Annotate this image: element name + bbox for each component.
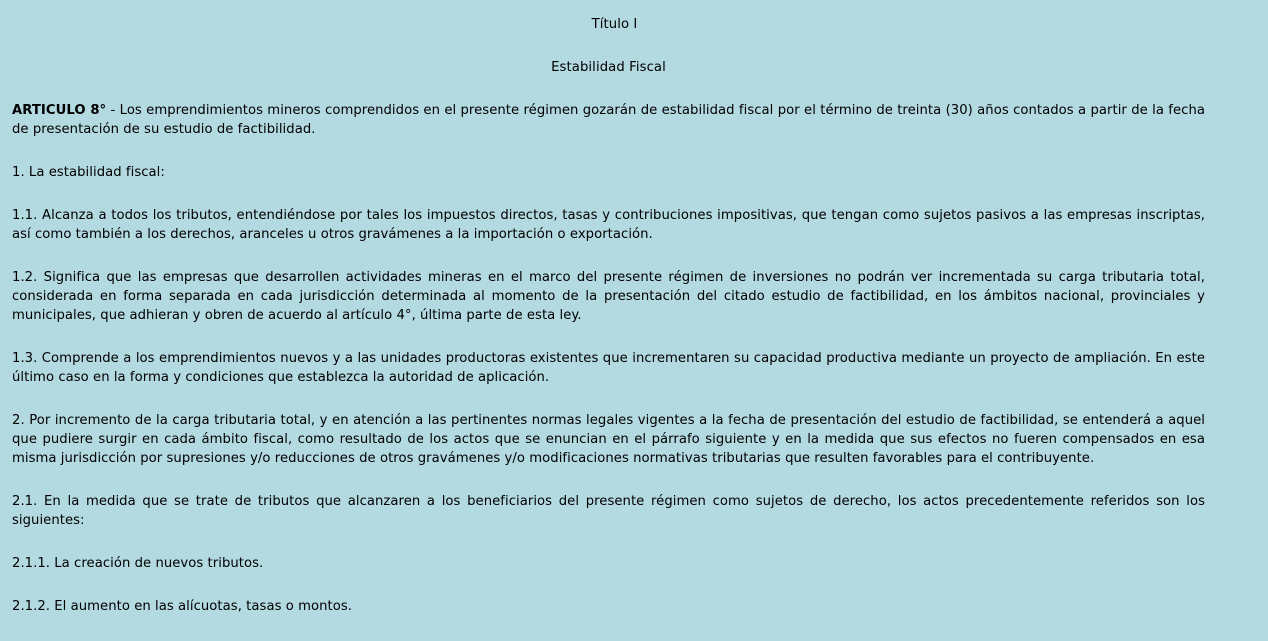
paragraph-2-1-1: 2.1.1. La creación de nuevos tributos. [12,556,264,571]
paragraph-1: 1. La estabilidad fiscal: [12,165,165,180]
article-text: - Los emprendimientos mineros comprendidos en el presente régimen gozarán de estabilidad fiscal por el término de treinta (30) años contados a partir de la fecha de presentación de su estudio de factibilidad. [12,103,1205,137]
paragraph-2-1: 2.1. En la medida que se trate de tributos que alcanzaren a los beneficiarios del presente régimen como sujetos de derecho, los actos precedentemente referidos son los siguientes: [12,494,1205,528]
article-heading: ARTICULO 8° [12,103,107,118]
document-subtitle: Estabilidad Fiscal [551,60,666,75]
paragraph-1-3: 1.3. Comprende a los emprendimientos nuevos y a las unidades productoras existentes que incrementaren su capacidad productiva mediante un proyecto de ampliación. En este último caso en la forma y condiciones que establezca la autoridad de aplicación. [12,351,1205,385]
document-title: Título I [591,17,638,32]
article-8-paragraph [12,101,1205,139]
paragraph-1-2: 1.2. Significa que las empresas que desarrollen actividades mineras en el marco del presente régimen de inversiones no podrán ver incrementada su carga tributaria total, considerada en forma separada en cada jurisdicción determinada al momento de la presentación del citado estudio de factibilidad, en los ámbitos nacional, provinciales y municipales, que adhieran y obren de acuerdo al artículo 4°, última parte de esta ley. [12,270,1205,323]
paragraph-2-1-2: 2.1.2. El aumento en las alícuotas, tasas o montos. [12,599,353,614]
paragraph-2: 2. Por incremento de la carga tributaria total, y en atención a las pertinentes normas legales vigentes a la fecha de presentación del estudio de factibilidad, se entenderá a aquel que pudiere surgir en cada ámbito fiscal, como resultado de los actos que se enuncian en el párrafo siguiente y en la medida que sus efectos no fueren compensados en esa misma jurisdicción por supresiones y/o reducciones de otros gravámenes y/o modificaciones normativas tributarias que resulten favorables para el contribuyente. [12,413,1205,466]
paragraph-1-1: 1.1. Alcanza a todos los tributos, entendiéndose por tales los impuestos directos, tasas y contribuciones impositivas, que tengan como sujetos pasivos a las empresas inscriptas, así como también a los derechos, aranceles u otros gravámenes a la importación o exportación. [12,208,1205,242]
